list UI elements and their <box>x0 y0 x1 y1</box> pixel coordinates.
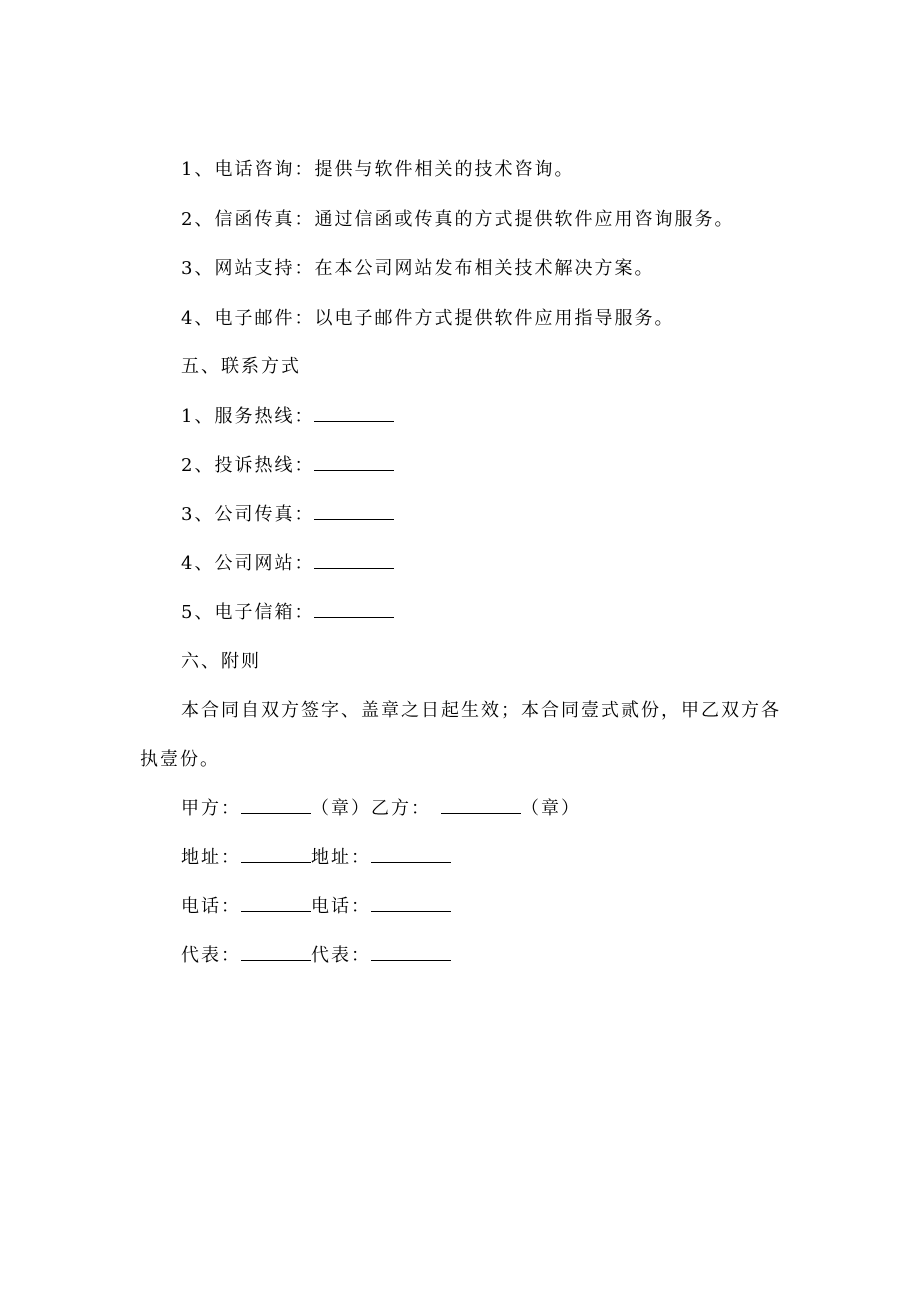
contact-item: 2、投诉热线： <box>181 454 394 478</box>
blank-line <box>314 503 394 520</box>
blank-line <box>241 846 311 863</box>
signature-row: 电话： 电话： <box>181 895 451 919</box>
service-item: 1、电话咨询：提供与软件相关的技术咨询。 <box>181 159 575 180</box>
signature-row: 地址： 地址： <box>181 846 451 870</box>
service-item: 2、信函传真：通过信函或传真的方式提供软件应用咨询服务。 <box>181 209 735 230</box>
blank-line <box>241 797 311 814</box>
blank-line <box>371 846 451 863</box>
blank-line <box>241 944 311 961</box>
paragraph-line: 执壹份。 <box>140 749 220 770</box>
signature-row: 代表： 代表： <box>181 944 451 968</box>
contact-item: 3、公司传真： <box>181 503 394 527</box>
section-heading: 五、联系方式 <box>181 356 301 377</box>
contact-item: 5、电子信箱： <box>181 601 394 625</box>
blank-line <box>241 895 311 912</box>
blank-line <box>371 944 451 961</box>
paragraph-line: 本合同自双方签字、盖章之日起生效；本合同壹式贰份，甲乙双方各 <box>181 700 781 721</box>
blank-line <box>314 454 394 471</box>
blank-line <box>314 405 394 422</box>
section-heading: 六、附则 <box>181 651 261 672</box>
service-item: 4、电子邮件：以电子邮件方式提供软件应用指导服务。 <box>181 308 675 329</box>
signature-row: 甲方： （章）乙方： （章） <box>181 798 581 819</box>
blank-line <box>314 601 394 618</box>
contact-item: 1、服务热线： <box>181 405 394 429</box>
contact-item: 4、公司网站： <box>181 552 394 576</box>
blank-line <box>441 797 521 814</box>
blank-line <box>371 895 451 912</box>
blank-line <box>314 552 394 569</box>
service-item: 3、网站支持：在本公司网站发布相关技术解决方案。 <box>181 258 655 279</box>
